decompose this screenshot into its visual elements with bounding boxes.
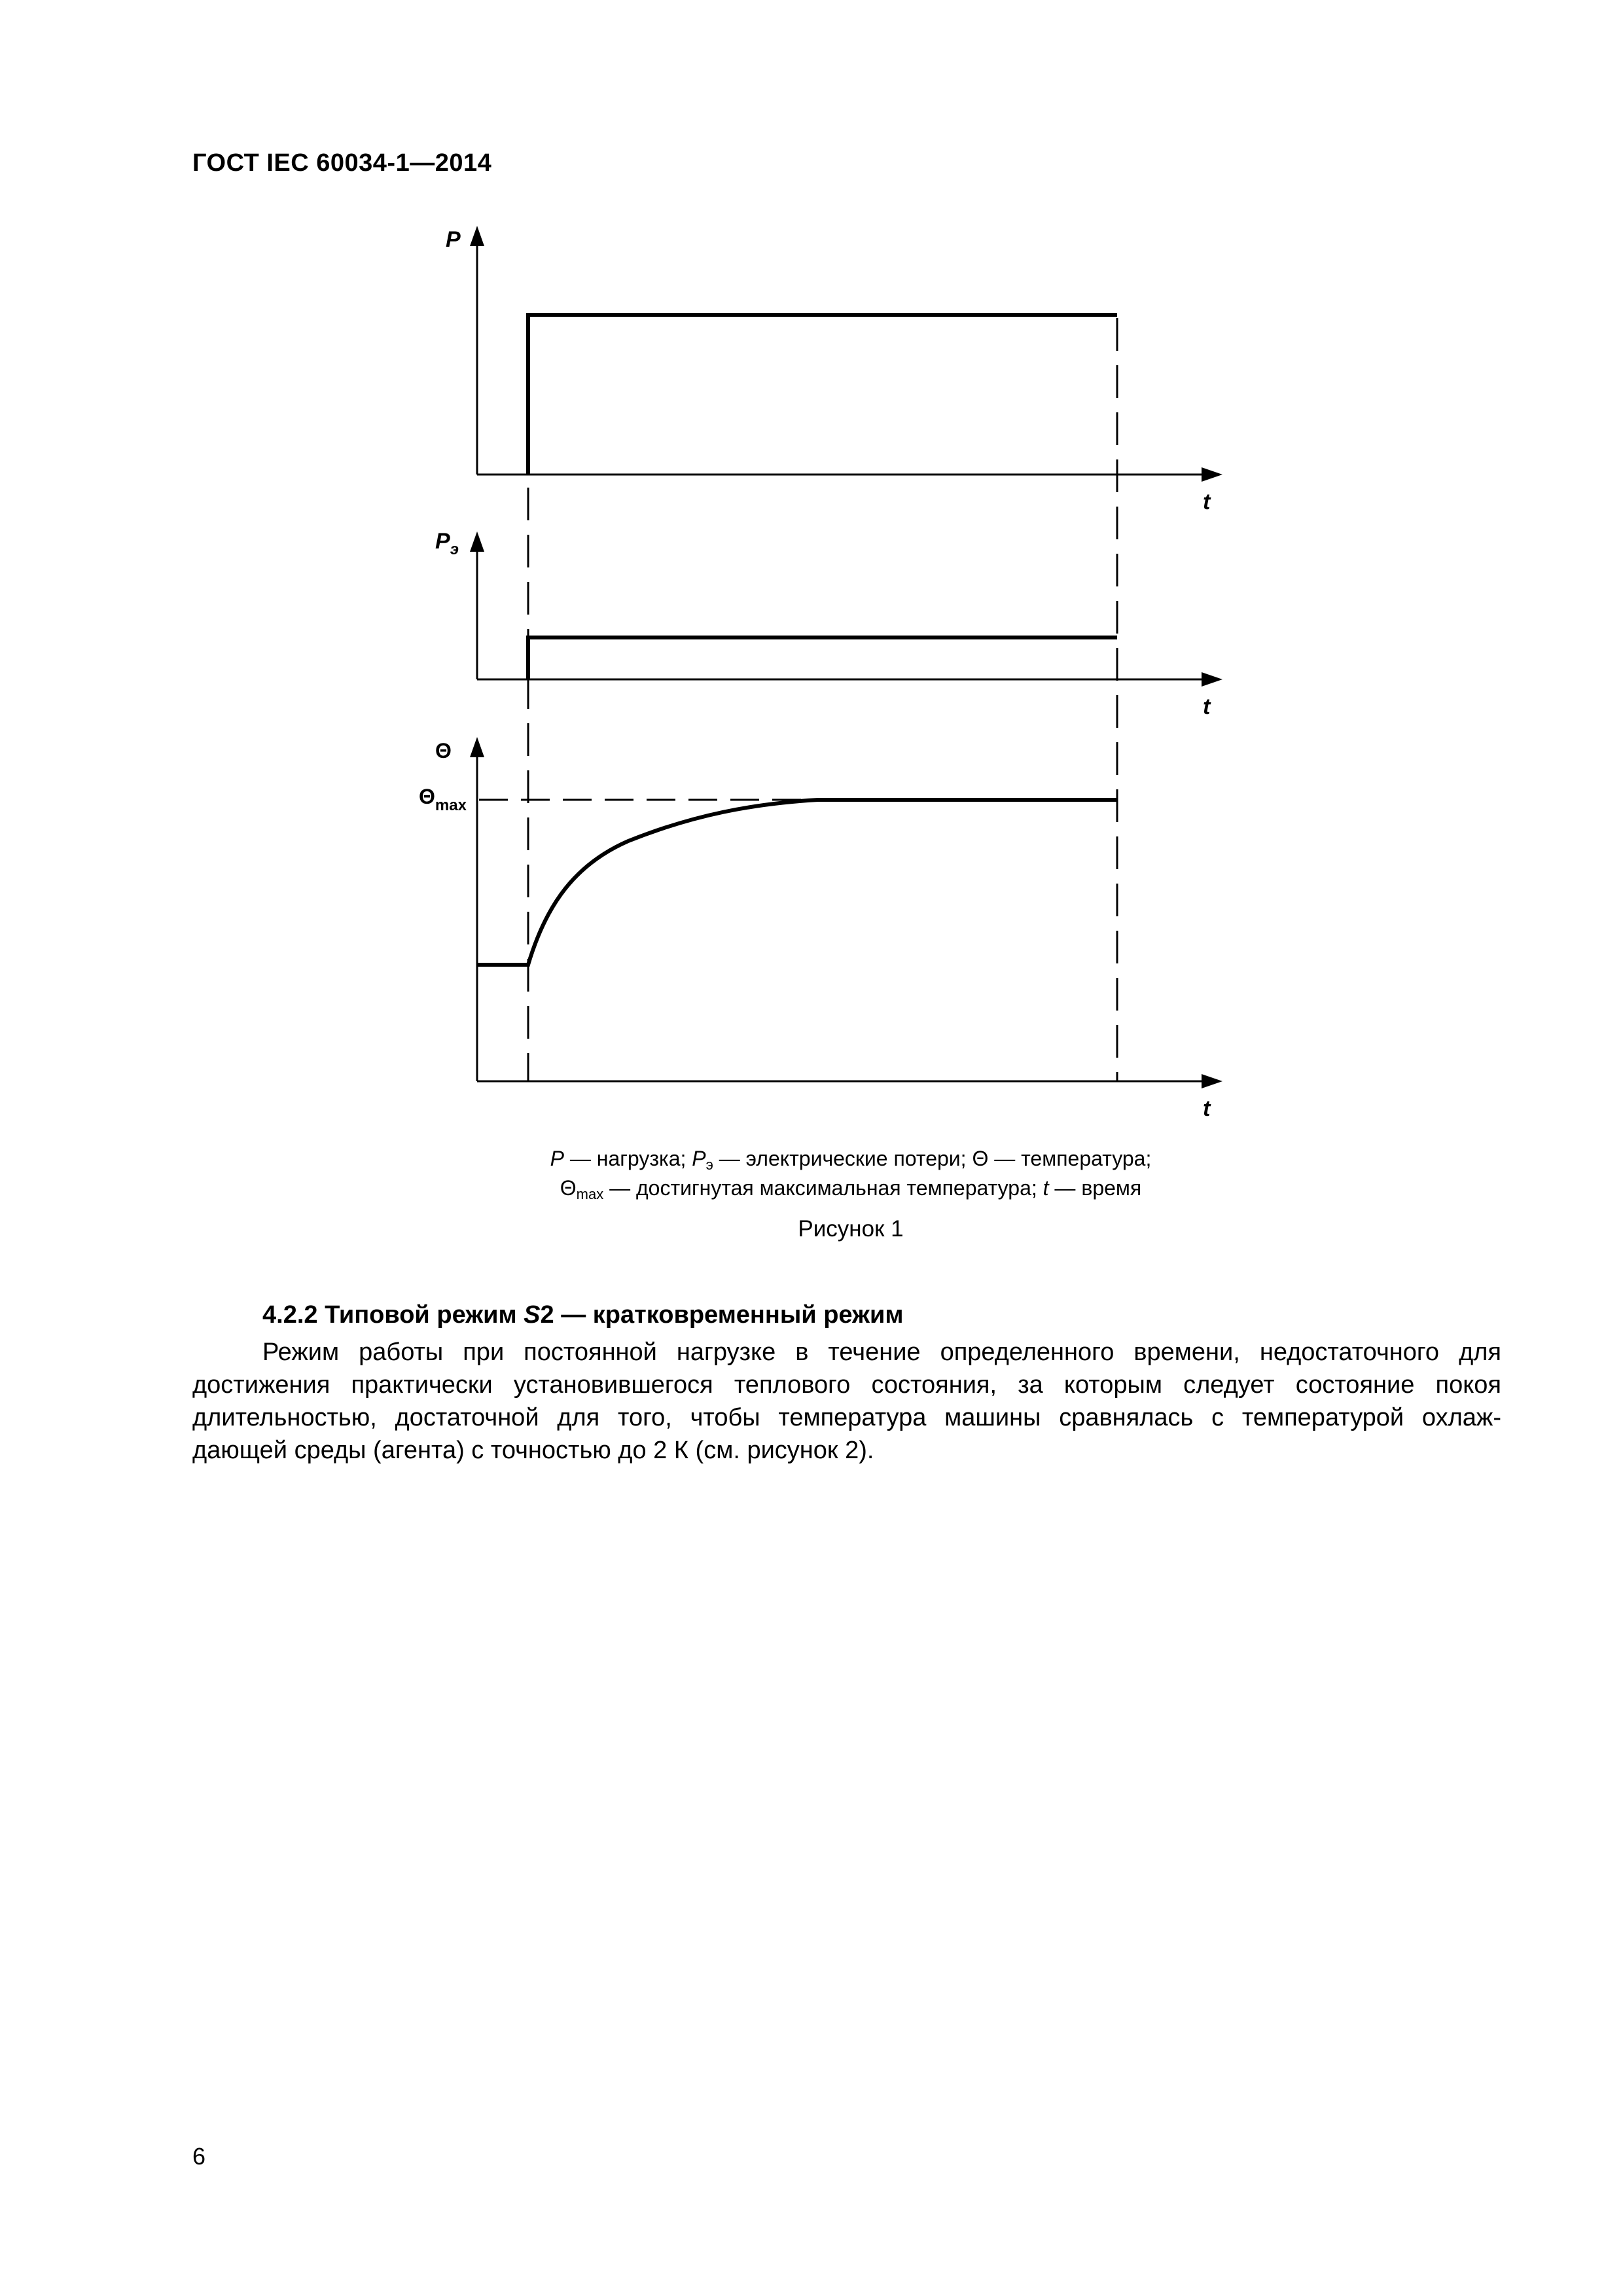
paragraph-line: дающей среды (агента) с точностью до 2 К (см. рисунок 2). — [192, 1437, 874, 1464]
p-axis-label: P — [446, 227, 461, 252]
theta-temperature-curve — [477, 800, 1117, 965]
figure-legend-line-2: $\Theta_{max}$ — достигнутая максимальная температура; t — время — [560, 1176, 1142, 1202]
p-t-axis-label: t — [1203, 490, 1211, 514]
pe-t-axis-label: t — [1203, 694, 1211, 719]
pe-axis-label: $P_э$ — [435, 529, 459, 558]
p-t-arrow-icon — [1202, 467, 1222, 482]
paragraph-line: длительностью, достаточной для того, чтобы температура машины сравнялась с температурой охлаж- — [192, 1404, 1501, 1431]
section-heading: 4.2.2 Типовой режим S2 — кратковременный режим — [262, 1301, 904, 1329]
pe-t-arrow-icon — [1202, 672, 1222, 687]
theta-t-axis-label: t — [1203, 1096, 1211, 1121]
paragraph-line: достижения практически установившегося теплового состояния, за которым следует состояние покоя — [192, 1371, 1501, 1399]
p-load-curve — [528, 315, 1117, 475]
page-number: 6 — [192, 2143, 206, 2170]
figure-legend-line-1: P — нагрузка; $P_э$ — электрические потери; Θ — температура; — [550, 1147, 1152, 1173]
figure-caption: Рисунок 1 — [798, 1216, 904, 1242]
theta-t-arrow-icon — [1202, 1074, 1222, 1088]
pe-loss-curve — [528, 637, 1117, 679]
pe-y-arrow-icon — [470, 531, 484, 552]
theta-axis-label: Θ — [435, 739, 452, 762]
document-header: ГОСТ IEC 60034-1—2014 — [192, 149, 492, 177]
paragraph-line: Режим работы при постоянной нагрузке в течение определенного времени, недостаточного для — [262, 1338, 1501, 1366]
p-y-arrow-icon — [470, 226, 484, 246]
theta-max-label: $\Theta_{max}$ — [419, 785, 467, 814]
theta-y-arrow-icon — [470, 737, 484, 757]
